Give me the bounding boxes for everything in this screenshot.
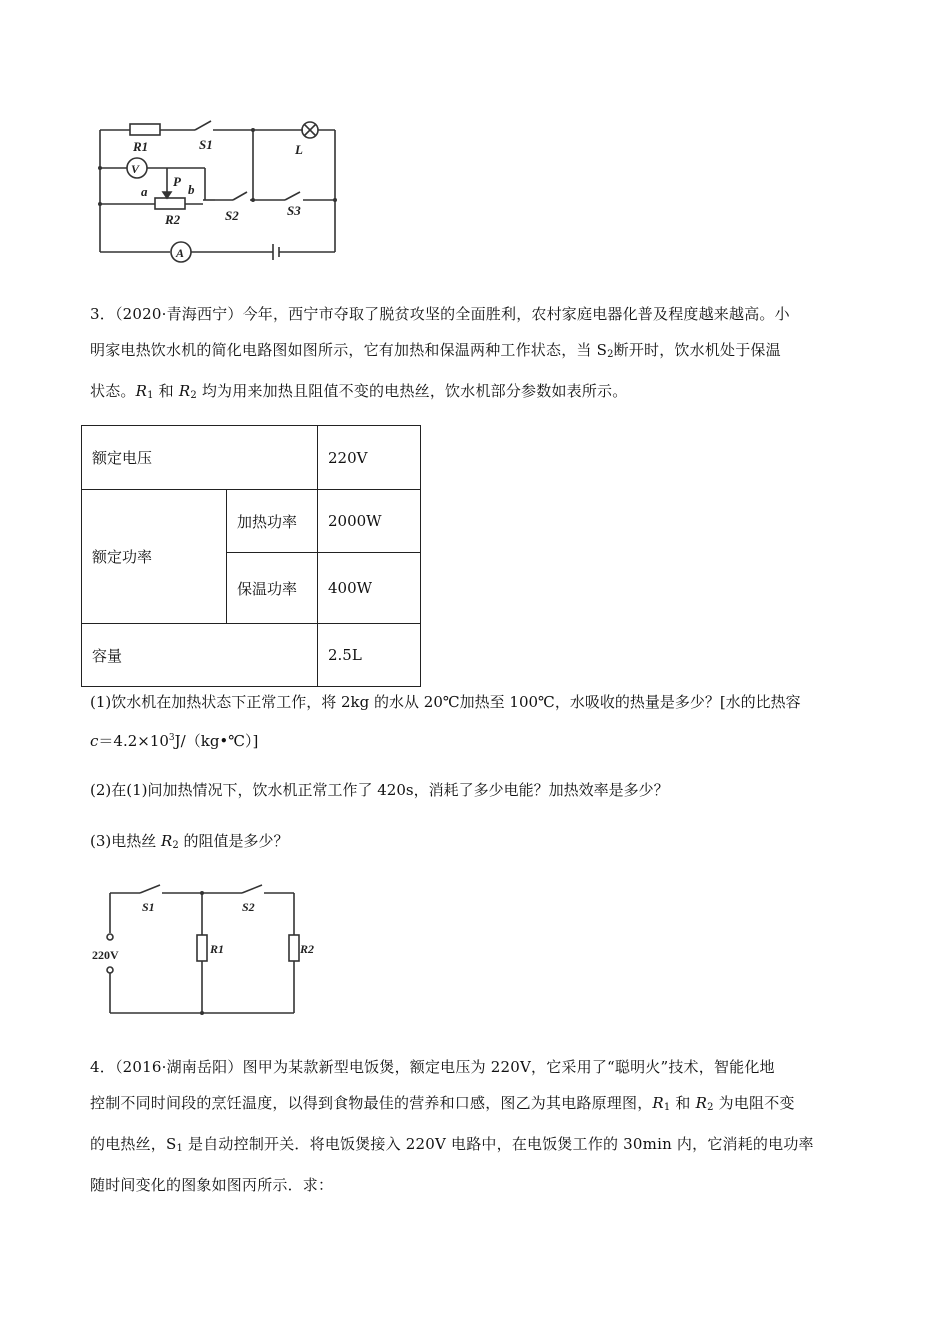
- r2-subscript: 2: [190, 390, 197, 401]
- switch-s2: [233, 192, 247, 200]
- heating-power-label: 加热功率: [227, 490, 318, 553]
- resistor-r2: [289, 935, 299, 961]
- spec-table: [81, 425, 421, 687]
- resistor-r1: [197, 935, 207, 961]
- question-1-line-2: [90, 720, 258, 759]
- label-s3: S3: [287, 203, 301, 218]
- problem-4-line-3-a: 的电热丝，S: [90, 1135, 177, 1153]
- problem-3: [90, 296, 862, 414]
- label-r2: R2: [300, 942, 315, 956]
- label-l: L: [295, 142, 303, 157]
- problem-4: [90, 1049, 862, 1203]
- r1-subscript: 1: [147, 390, 154, 401]
- label-r1: R1: [133, 139, 149, 154]
- problem-4-line-2-b: 为电阻不变: [713, 1094, 795, 1112]
- label-s2: S2: [225, 208, 239, 223]
- label-s1: S1: [199, 137, 213, 152]
- label-b-point: b: [188, 182, 195, 197]
- r2-symbol: R: [695, 1094, 708, 1112]
- rated-power-label: 额定功率: [82, 490, 227, 624]
- rated-voltage-label: 额定电压: [82, 426, 318, 490]
- question-3-subscript: 2: [172, 840, 179, 851]
- label-s1: S1: [142, 900, 155, 914]
- and-word: 和: [153, 382, 179, 400]
- circuit-diagram-2: [90, 885, 315, 1020]
- problem-3-line-2: [90, 332, 862, 373]
- problem-4-line-4: 随时间变化的图象如图丙所示．求：: [90, 1176, 334, 1194]
- question-1-line-2-b: J/（kg•℃）]: [174, 732, 259, 750]
- and-word: 和: [670, 1094, 696, 1112]
- circuit-diagram-1: [95, 112, 345, 267]
- circuit-diagram-2-svg: [90, 885, 315, 1020]
- label-voltage: 220V: [92, 948, 119, 962]
- label-a-point: a: [141, 184, 148, 199]
- question-3-a: (3)电热丝: [90, 832, 162, 850]
- label-r2: R2: [165, 212, 181, 227]
- r1-subscript: 1: [663, 1102, 671, 1113]
- question-1-line-2-a: ＝4.2×10: [98, 732, 169, 750]
- label-p: P: [173, 174, 181, 189]
- problem-4-line-2: [90, 1085, 862, 1126]
- keep-warm-power-value: 400W: [318, 553, 421, 624]
- rated-voltage-value: 220V: [318, 426, 421, 490]
- question-1-line-1: (1)饮水机在加热状态下正常工作，将 2kg 的水从 20℃加热至 100℃，水吸收的热量是多少？[水的比热容: [90, 693, 801, 711]
- switch-s1: [140, 885, 160, 893]
- question-3-r-symbol: R: [161, 832, 173, 850]
- problem-4-line-1: 4．（2016·湖南岳阳）图甲为某款新型电饭煲，额定电压为 220V，它采用了“聪明火”技术，智能化地: [90, 1058, 775, 1076]
- switch-s2: [242, 885, 262, 893]
- switch-s1: [195, 121, 211, 130]
- label-v: V: [131, 162, 140, 176]
- label-s2: S2: [242, 900, 255, 914]
- heating-power-value: 2000W: [318, 490, 421, 553]
- question-3: [90, 823, 288, 864]
- circuit-diagram-1-svg: [95, 112, 345, 267]
- problem-4-line-3: [90, 1126, 862, 1167]
- problem-4-line-3-b: 是自动控制开关．将电饭煲接入 220V 电路中，在电饭煲工作的 30min 内，它消耗的电功率: [183, 1135, 814, 1153]
- capacity-value: 2.5L: [318, 624, 421, 687]
- problem-3-line-3-a: 状态。: [90, 382, 136, 400]
- label-r1: R1: [210, 942, 225, 956]
- s1-subscript: 1: [176, 1143, 184, 1154]
- switch-s3: [285, 192, 300, 200]
- r2-subscript: 2: [707, 1102, 714, 1113]
- capacity-label: 容量: [82, 624, 318, 687]
- r1-symbol: R: [652, 1094, 664, 1112]
- keep-warm-power-label: 保温功率: [227, 553, 318, 624]
- s2-subscript: 2: [607, 349, 614, 360]
- r2-symbol: R: [178, 382, 191, 400]
- problem-3-line-1: 3．（2020·青海西宁）今年，西宁市夺取了脱贫攻坚的全面胜利，农村家庭电器化普及程度越来越高。小: [90, 305, 790, 323]
- exponent: 3: [168, 733, 175, 743]
- question-3-b: 的阻值是多少？: [178, 832, 289, 850]
- r1-symbol: R: [135, 382, 148, 400]
- label-ammeter: A: [176, 246, 185, 260]
- problem-3-line-3: [90, 373, 862, 414]
- resistor-r1: [130, 124, 160, 135]
- specific-heat-symbol: c: [90, 732, 99, 750]
- problem-3-line-2-b: 断开时，饮水机处于保温: [613, 341, 781, 359]
- question-2: (2)在(1)问加热情况下，饮水机正常工作了 420s，消耗了多少电能？加热效率是多少？: [90, 781, 669, 799]
- rheostat-r2: [155, 198, 185, 209]
- problem-3-line-3-b: 均为用来加热且阻值不变的电热丝，饮水机部分参数如表所示。: [196, 382, 628, 400]
- problem-4-line-2-a: 控制不同时间段的烹饪温度，以得到食物最佳的营养和口感，图乙为其电路原理图，: [90, 1094, 653, 1112]
- problem-3-line-2-a: 明家电热饮水机的简化电路图如图所示，它有加热和保温两种工作状态，当 S: [90, 341, 608, 359]
